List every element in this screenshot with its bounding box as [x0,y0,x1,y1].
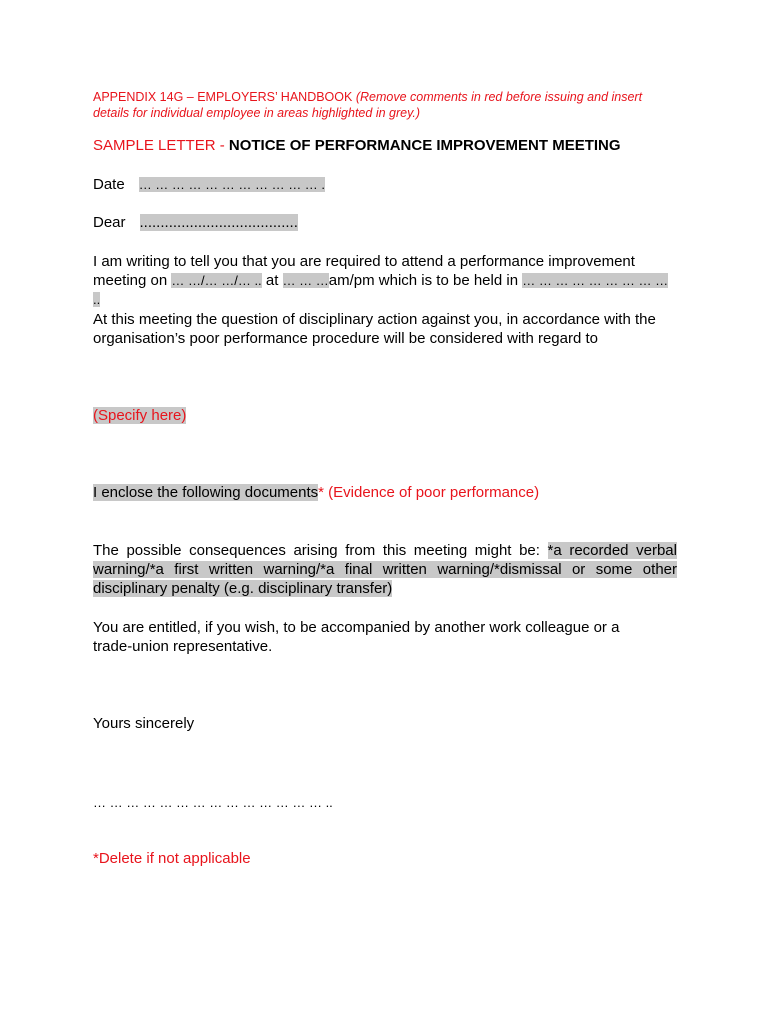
disciplinary-line2: organisation’s poor performance procedure will be considered with regard to [93,330,599,347]
closing-line [93,714,677,733]
appendix-note-line1: (Remove comments in red before issuing and insert [355,90,643,104]
recipient-name-field[interactable]: ...................................... [139,214,298,231]
enclose-text[interactable]: I enclose the following documents [93,484,319,501]
at-text: at [261,272,283,289]
ampm-text: am/pm which is to be held in [328,272,523,289]
title-heading: NOTICE OF PERFORMANCE IMPROVEMENT MEETING [228,137,621,154]
specify-field[interactable]: (Specify here) [93,407,187,424]
meeting-place-field[interactable]: … … … … … … … … … .. [93,273,669,307]
enclose-star: * [318,484,324,501]
enclose-note: (Evidence of poor performance) [323,484,540,501]
date-line [93,175,677,194]
meeting-time-field[interactable]: … … … [282,273,329,288]
disciplinary-paragraph [93,310,677,348]
footnote [93,849,677,868]
salutation-line [93,213,677,232]
consequences-options[interactable]: *a recorded verbal warning/*a first written warning/*a final written warning/*dismissal or some other disciplinary penalty (e.g. disciplinary transfer) [93,542,677,597]
appendix-note-line2: details for individual employee in areas highlighted in grey.) [93,106,421,120]
date-label: Date [93,176,125,193]
consequences-intro: The possible consequences arising from this meeting might be: [93,542,548,559]
title-sample-label: SAMPLE LETTER - [93,137,229,154]
meeting-paragraph-line1: I am writing to tell you that you are required to attend a performance improvement [93,253,635,270]
dear-label: Dear [93,214,126,231]
consequences-paragraph [93,541,677,598]
entitled-line2: trade-union representative. [93,638,273,655]
date-field[interactable]: … … … … … … … … … … … . [138,177,326,192]
meeting-date-field[interactable]: … …/… …/… .. [171,273,262,288]
letter-title [93,136,677,155]
closing-text: Yours sincerely [93,715,195,732]
specify-line [93,406,677,425]
appendix-header [93,89,677,121]
entitled-paragraph [93,618,677,656]
entitled-line1: You are entitled, if you wish, to be accompanied by another work colleague or a [93,619,620,636]
signature-field[interactable]: … … … … … … … … … … … … … … .. [93,795,333,810]
meeting-paragraph [93,252,677,309]
footnote-text: *Delete if not applicable [93,850,251,867]
meeting-on-text: meeting on [93,272,172,289]
enclose-line [93,483,677,502]
appendix-prefix: APPENDIX 14G – EMPLOYERS’ HANDBOOK [93,90,356,104]
signature-line [93,793,677,812]
disciplinary-line1: At this meeting the question of disciplinary action against you, in accordance with the [93,311,656,328]
